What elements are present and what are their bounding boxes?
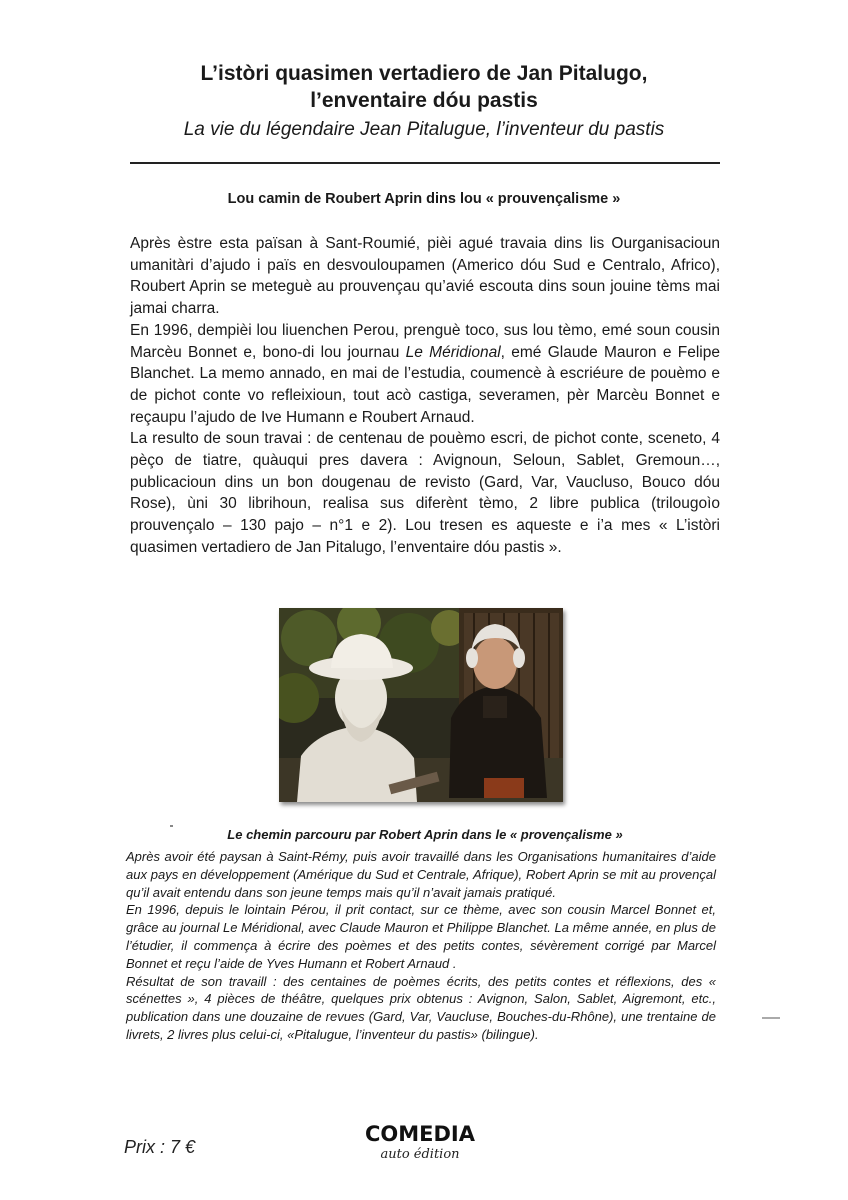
french-body	[126, 848, 716, 1044]
journal-name: Le Méridional	[405, 343, 501, 361]
provencal-paragraph-2-part-b: , emé Glaude Mauron e Felipe Blanchet. La memo annado, en mai de l’estudia, coumencè à escriéure de pouèmo e de pichot conte vo refleixioun, tout acò castiga, severamen, pèr Marcèu Bonnet e reçaupu l’ajudo de Ive Humann e Roubert Arnaud.	[130, 343, 720, 426]
publisher-logo	[360, 1122, 480, 1163]
provencal-heading: Lou camin de Roubert Aprin dins lou « prouvençalisme »	[227, 191, 621, 207]
provencal-paragraph-1: Après èstre esta païsan à Sant-Roumié, pièi agué travaia dins lis Ourganisacioun umanitàri d’ajudo i païs en desvouloupamen (Americo dóu Sud e Centralo, Africo), Roubert Aprin se meteguè au prouvençau qu’avié escouta dins soun jouine tèms mai jamai charra.	[130, 235, 720, 318]
provencal-paragraph-2-part-a: En 1996, dempièi lou liuenchen Perou, prenguè toco, sus lou tèmo, emé soun cousin Marcèu Bonnet e, bono-di lou journau	[130, 321, 720, 361]
provencal-paragraph-2	[130, 320, 720, 429]
provencal-body	[130, 233, 720, 559]
french-paragraph-1: Après avoir été paysan à Saint-Rémy, puis avoir travaillé dans les Organisations humanitaires d’aide aux pays en développement (Amérique du Sud et Centrale, Afrique), Robert Aprin se mit au provençal qu’il avait entendu dans son jeune temps mais qu’il n’avait jamais pratiqué.	[126, 849, 716, 900]
page-title	[100, 60, 748, 114]
publisher-subtitle: auto édition	[380, 1147, 460, 1162]
photo-statue-and-author-icon	[279, 608, 563, 802]
author-photo	[279, 608, 563, 802]
provencal-paragraph-3: La resulto de soun travai : de centenau de pouèmo escri, de pichot conte, sceneto, 4 pèço de tiatre, quàuqui pres davera : Avignoun, Seloun, Sablet, Gremoun…, publicacioun dins un bon dougenau de revisto (Gard, Var, Vaucluso, Bouco dóu Rose), ùni 30 librihoun, realisa sus diferènt tèmo, 2 libre publica (trilougoìo prouvençalo – 130 pajo – n°1 e 2). Lou tresen es aqueste e i’a mes « L’istòri quasimen vertadiero de Jan Pitalugo, l’enventaire dóu pastis ».	[130, 430, 720, 556]
scan-mark	[762, 1017, 780, 1019]
title-divider	[130, 162, 720, 164]
price-label: Prix : 7 €	[124, 1137, 196, 1157]
french-paragraph-3: Résultat de son travaill : des centaines de poèmes écrits, des petits contes et réflexions, des « scénettes », 4 pièces de théâtre, quelques prix obtenus : Avignon, Salon, Sablet, Aigremont, etc., publication dans une douzaine de revues (Gard, Var, Vaucluse, Bouches-du-Rhône), une trentaine de livrets, 2 livres plus celui-ci, «Pitalugue, l’inventeur du pastis» (bilingue).	[126, 973, 716, 1042]
publisher-name: COMEDIA	[364, 1122, 475, 1146]
french-paragraph-2: En 1996, depuis le lointain Pérou, il prit contact, sur ce thème, avec son cousin Marcel Bonnet et, grâce au journal Le Méridional, avec Claude Mauron et Philippe Blanchet. La même année, en plus de l’étudier, il commença à écrire des poèmes et des petits contes, sévèrement corrigé par Marcel Bonnet et reçu l’aide de Yves Humann et Robert Arnaud .	[126, 902, 716, 971]
french-heading: Le chemin parcouru par Robert Aprin dans le « provençalisme »	[227, 827, 623, 842]
scan-speck	[170, 825, 173, 827]
title-line-2: l’enventaire dóu pastis	[310, 89, 538, 112]
title-line-1: L’istòri quasimen vertadiero de Jan Pitalugo,	[200, 62, 648, 85]
page-subtitle: La vie du légendaire Jean Pitalugue, l’inventeur du pastis	[183, 119, 665, 140]
